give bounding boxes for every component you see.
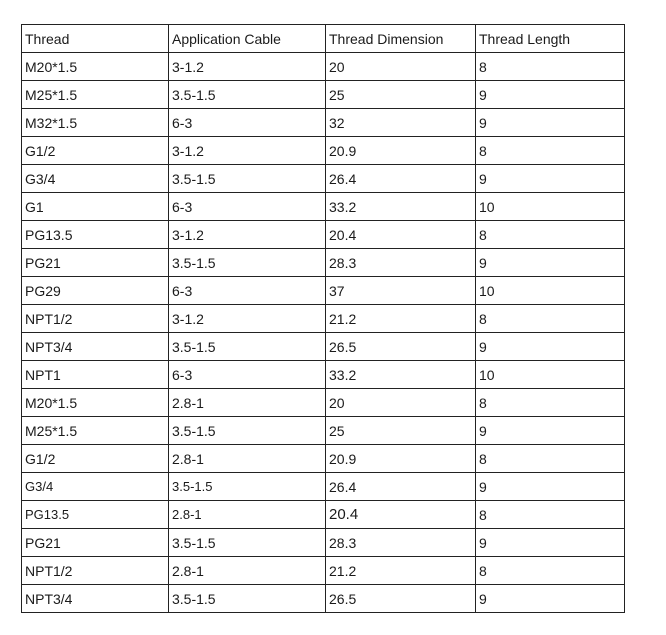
thread-cell: M25*1.5 — [22, 81, 169, 109]
thread-length-cell: 8 — [476, 501, 625, 529]
thread-dimension-cell: 20.9 — [326, 137, 476, 165]
thread-cell: PG29 — [22, 277, 169, 305]
table-row — [22, 585, 625, 613]
table-row — [22, 557, 625, 585]
thread-dimension-cell: 26.4 — [326, 473, 476, 501]
thread-length-cell: 8 — [476, 221, 625, 249]
thread-dimension-cell: 28.3 — [326, 249, 476, 277]
thread-cell: NPT1 — [22, 361, 169, 389]
thread-dimension-cell: 33.2 — [326, 361, 476, 389]
thread-cell: NPT1/2 — [22, 557, 169, 585]
thread-cell: G3/4 — [22, 473, 169, 501]
table-row — [22, 473, 625, 501]
table-row — [22, 389, 625, 417]
thread-length-cell: 8 — [476, 53, 625, 81]
thread-length-cell: 9 — [476, 585, 625, 613]
thread-length-cell: 8 — [476, 305, 625, 333]
application-cable-cell: 3.5-1.5 — [169, 585, 326, 613]
thread-length-cell: 10 — [476, 361, 625, 389]
thread-cell: G3/4 — [22, 165, 169, 193]
application-cable-cell: 3.5-1.5 — [169, 249, 326, 277]
application-cable-cell: 3.5-1.5 — [169, 165, 326, 193]
table-row — [22, 361, 625, 389]
thread-dimension-cell: 21.2 — [326, 305, 476, 333]
thread-cell: M32*1.5 — [22, 109, 169, 137]
thread-cell: PG21 — [22, 249, 169, 277]
application-cable-cell: 2.8-1 — [169, 501, 326, 529]
table-row — [22, 501, 625, 529]
application-cable-cell: 3.5-1.5 — [169, 417, 326, 445]
thread-cell: M25*1.5 — [22, 417, 169, 445]
thread-cell: NPT1/2 — [22, 305, 169, 333]
header-thread-dimension: Thread Dimension — [326, 25, 476, 53]
thread-dimension-cell: 33.2 — [326, 193, 476, 221]
thread-dimension-cell: 25 — [326, 417, 476, 445]
table-row — [22, 417, 625, 445]
header-application-cable: Application Cable — [169, 25, 326, 53]
thread-length-cell: 8 — [476, 389, 625, 417]
table-row — [22, 333, 625, 361]
table-row — [22, 81, 625, 109]
application-cable-cell: 3-1.2 — [169, 305, 326, 333]
thread-length-cell: 8 — [476, 445, 625, 473]
application-cable-cell: 3-1.2 — [169, 137, 326, 165]
table-row — [22, 277, 625, 305]
table-row — [22, 109, 625, 137]
thread-length-cell: 9 — [476, 165, 625, 193]
thread-dimension-cell: 28.3 — [326, 529, 476, 557]
thread-dimension-cell: 20.4 — [326, 501, 476, 529]
application-cable-cell: 3-1.2 — [169, 53, 326, 81]
application-cable-cell: 3.5-1.5 — [169, 529, 326, 557]
thread-spec-table — [21, 24, 625, 613]
thread-length-cell: 9 — [476, 333, 625, 361]
table-row — [22, 221, 625, 249]
application-cable-cell: 3.5-1.5 — [169, 333, 326, 361]
thread-cell: M20*1.5 — [22, 53, 169, 81]
application-cable-cell: 2.8-1 — [169, 389, 326, 417]
thread-length-cell: 9 — [476, 529, 625, 557]
thread-length-cell: 9 — [476, 81, 625, 109]
header-thread-length: Thread Length — [476, 25, 625, 53]
application-cable-cell: 6-3 — [169, 277, 326, 305]
table-row — [22, 165, 625, 193]
thread-cell: PG13.5 — [22, 221, 169, 249]
table-row — [22, 137, 625, 165]
thread-dimension-cell: 20 — [326, 53, 476, 81]
thread-cell: NPT3/4 — [22, 333, 169, 361]
application-cable-cell: 6-3 — [169, 361, 326, 389]
thread-cell: G1 — [22, 193, 169, 221]
thread-cell: PG13.5 — [22, 501, 169, 529]
application-cable-cell: 2.8-1 — [169, 445, 326, 473]
thread-length-cell: 8 — [476, 137, 625, 165]
thread-length-cell: 8 — [476, 557, 625, 585]
table-header-row — [22, 25, 625, 53]
thread-cell: G1/2 — [22, 137, 169, 165]
thread-length-cell: 9 — [476, 249, 625, 277]
thread-dimension-cell: 32 — [326, 109, 476, 137]
thread-dimension-cell: 26.4 — [326, 165, 476, 193]
thread-length-cell: 9 — [476, 109, 625, 137]
thread-dimension-cell: 26.5 — [326, 333, 476, 361]
table-row — [22, 53, 625, 81]
thread-length-cell: 9 — [476, 473, 625, 501]
thread-dimension-cell: 20.9 — [326, 445, 476, 473]
thread-length-cell: 10 — [476, 193, 625, 221]
header-thread: Thread — [22, 25, 169, 53]
thread-length-cell: 10 — [476, 277, 625, 305]
table-row — [22, 445, 625, 473]
thread-cell: NPT3/4 — [22, 585, 169, 613]
thread-cell: G1/2 — [22, 445, 169, 473]
thread-dimension-cell: 20.4 — [326, 221, 476, 249]
thread-dimension-cell: 21.2 — [326, 557, 476, 585]
application-cable-cell: 3.5-1.5 — [169, 81, 326, 109]
table-row — [22, 529, 625, 557]
application-cable-cell: 3-1.2 — [169, 221, 326, 249]
thread-dimension-cell: 37 — [326, 277, 476, 305]
application-cable-cell: 6-3 — [169, 193, 326, 221]
thread-dimension-cell: 26.5 — [326, 585, 476, 613]
application-cable-cell: 3.5-1.5 — [169, 473, 326, 501]
thread-dimension-cell: 20 — [326, 389, 476, 417]
application-cable-cell: 6-3 — [169, 109, 326, 137]
application-cable-cell: 2.8-1 — [169, 557, 326, 585]
thread-length-cell: 9 — [476, 417, 625, 445]
table-row — [22, 249, 625, 277]
thread-cell: PG21 — [22, 529, 169, 557]
table-row — [22, 193, 625, 221]
thread-cell: M20*1.5 — [22, 389, 169, 417]
thread-dimension-cell: 25 — [326, 81, 476, 109]
table-row — [22, 305, 625, 333]
